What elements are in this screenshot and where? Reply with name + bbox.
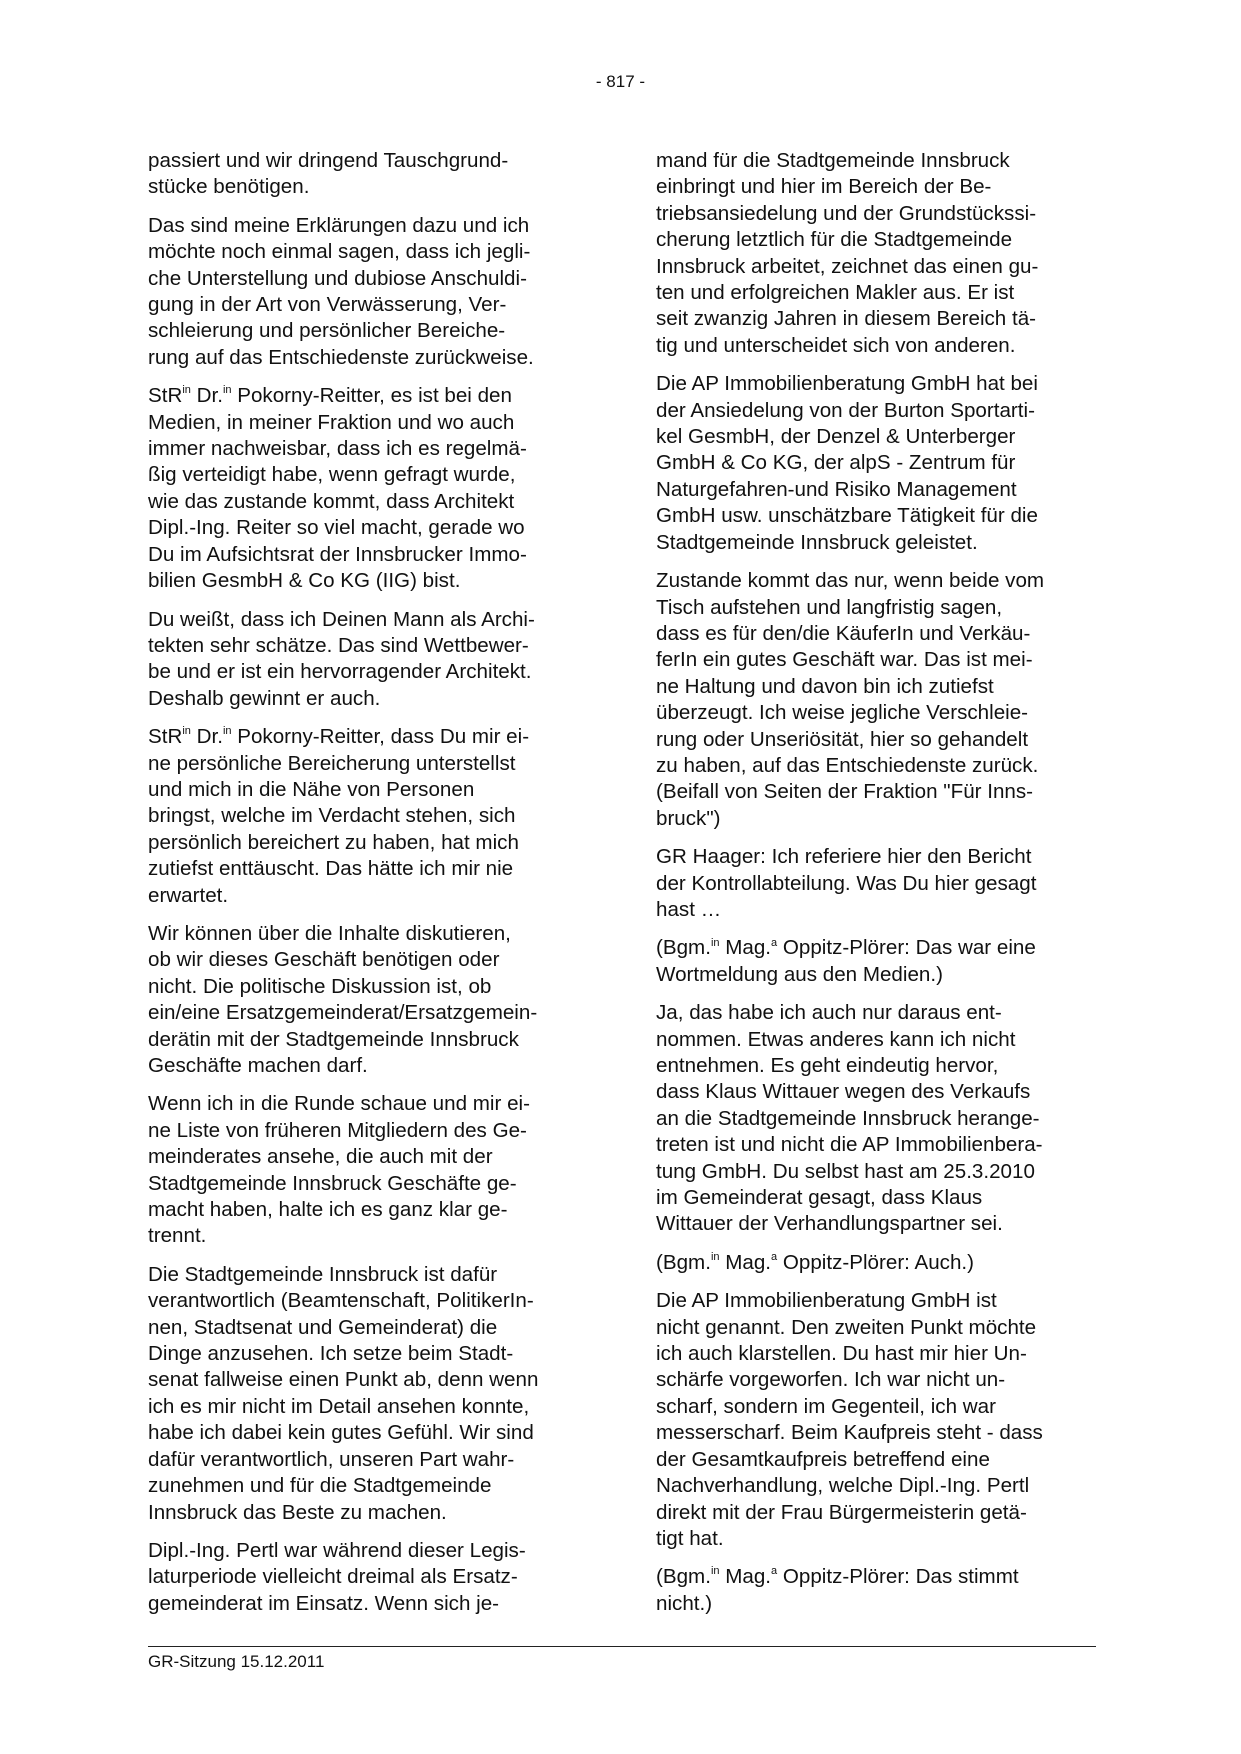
title-superscript: in xyxy=(222,384,232,397)
title-superscript: in xyxy=(222,725,232,738)
paragraph: mand für die Stadtgemeinde Innsbruck einbringt und hier im Bereich der Be- triebsansiedelung und der Grundstückssi- cherung letztlich für die Stadtgemeinde Innsbruck arbeitet, zeichnet das einen gu- ten und erfolgreichen Makler aus. Er ist seit zwanzig Jahren in diesem Bereich tä- tig und unterscheidet sich von anderen. xyxy=(656,149,1039,357)
left-column xyxy=(148,148,588,1629)
paragraph: Zustande kommt das nur, wenn beide vom Tisch aufstehen und langfristig sagen, dass es für den/die KäuferIn und Verkäu- ferIn ein gutes Geschäft war. Das ist mei- ne Haltung und davon bin ich zutiefst überzeugt. Ich weise jegliche Verschleie- rung oder Unseriösität, hier so gehandelt zu haben, auf das Entschiedenste zurück. (Beifall von Seiten der Fraktion "Für Inns- bruck") xyxy=(656,569,1045,830)
page-number: - 817 - xyxy=(595,72,646,91)
paragraph: GR Haager: Ich referiere hier den Bericht der Kontrollabteilung. Was Du hier gesagt hast … xyxy=(656,845,1037,921)
paragraph: Die Stadtgemeinde Innsbruck ist dafür verantwortlich (Beamtenschaft, PolitikerIn- nen, Stadtsenat und Gemeinderat) die Dinge anzusehen. Ich setze beim Stadt- senat fallweise einen Punkt ab, denn wenn ich es mir nicht im Detail ansehen konnte, habe ich dabei kein gutes Gefühl. Wir sind dafür verantwortlich, unseren Part wahr- zunehmen und für die Stadtgemeinde Innsbruck das Beste zu machen. xyxy=(148,1262,539,1524)
title-abbrev: Dr. xyxy=(190,725,223,749)
title-superscript: a xyxy=(771,1565,778,1578)
paragraph: Ja, das habe ich auch nur daraus ent- nommen. Etwas anderes kann ich nicht entnehmen. Es geht eindeutig hervor, dass Klaus Wittauer wegen des Verkaufs an die Stadtgemeinde Innsbruck herange- treten ist und nicht die AP Immobilienbera- tung GmbH. Du selbst hast am 25.3.2010 im Gemeinderat gesagt, dass Klaus Wittauer der Verhandlungspartner sei. xyxy=(656,1001,1043,1236)
paragraph: Wir können über die Inhalte diskutieren, ob wir dieses Geschäft benötigen oder nicht. Die politische Diskussion ist, ob ein/eine Ersatzgemeinderat/Ersatzgemein- derätin mit der Stadtgemeinde Innsbruck Geschäfte machen darf. xyxy=(148,921,538,1077)
title-superscript: in xyxy=(710,936,720,949)
paragraph-text: Pokorny-Reitter, dass Du mir ei- ne persönliche Bereicherung unterstellst und mich in die Nähe von Personen bringst, welche im Verdacht stehen, sich persönlich bereichert zu haben, hat mich zutiefst enttäuscht. Das hätte ich mir nie erwartet. xyxy=(148,725,530,907)
footer-divider xyxy=(148,1646,1096,1647)
interjection xyxy=(656,1250,1096,1276)
title-abbrev: Dr. xyxy=(190,384,223,408)
paragraph xyxy=(148,724,588,909)
paragraph xyxy=(148,383,588,594)
title-abbrev: StR xyxy=(148,725,183,749)
title-abbrev: (Bgm. xyxy=(656,936,711,960)
title-superscript: a xyxy=(771,1250,778,1263)
title-superscript: in xyxy=(710,1565,720,1578)
title-superscript: in xyxy=(182,384,191,397)
right-column xyxy=(656,148,1096,1629)
paragraph: Das sind meine Erklärungen dazu und ich möchte noch einmal sagen, dass ich jegli- che Unterstellung und dubiose Anschuldi- gung in der Art von Verwässerung, Ver- schleierung und persönlicher Bereiche- rung auf das Entschiedenste zurückweise. xyxy=(148,213,534,369)
title-abbrev: Mag. xyxy=(719,936,772,960)
paragraph: passiert und wir dringend Tauschgrund- stücke benötigen. xyxy=(148,149,509,199)
paragraph: Die AP Immobilienberatung GmbH hat bei der Ansiedelung von der Burton Sportarti- kel GesmbH, der Denzel & Unterberger GmbH & Co KG, der alpS - Zentrum für Naturgefahren-und Risiko Management GmbH usw. unschätzbare Tätigkeit für die Stadtgemeinde Innsbruck geleistet. xyxy=(656,372,1038,554)
title-superscript: in xyxy=(710,1250,720,1263)
paragraph-text: Oppitz-Plörer: Das stimmt nicht.) xyxy=(656,1565,1019,1615)
title-abbrev: (Bgm. xyxy=(656,1565,711,1589)
title-abbrev: Mag. xyxy=(719,1250,772,1274)
paragraph: Du weißt, dass ich Deinen Mann als Archi- tekten sehr schätze. Das sind Wettbewer- be und er ist ein hervorragender Architekt. Deshalb gewinnt er auch. xyxy=(148,607,535,710)
paragraph: Die AP Immobilienberatung GmbH ist nicht genannt. Den zweiten Punkt möchte ich auch klarstellen. Du hast mir hier Un- schärfe vorgeworfen. Ich war nicht un- scharf, sondern im Gegenteil, ich war messerscharf. Beim Kaufpreis steht - dass der Gesamtkaufpreis betreffend eine Nachverhandlung, welche Dipl.-Ing. Pertl direkt mit der Frau Bürgermeisterin getä- tigt hat. xyxy=(656,1289,1043,1550)
paragraph: Dipl.-Ing. Pertl war während dieser Legis- laturperiode vielleicht dreimal als Ersatz- gemeinderat im Einsatz. Wenn sich je- xyxy=(148,1538,526,1615)
paragraph-text: Pokorny-Reitter, es ist bei den Medien, in meiner Fraktion und wo auch immer nachweisbar, dass ich es regelmä- ßig verteidigt habe, wenn gefragt wurde, wie das zustande kommt, dass Architekt Dipl.-Ing. Reiter so viel macht, gerade wo Du im Aufsichtsrat der Innsbrucker Immo- bilien GesmbH & Co KG (IIG) bist. xyxy=(148,384,527,593)
paragraph-text: Oppitz-Plörer: Auch.) xyxy=(777,1250,974,1274)
interjection xyxy=(656,1564,1096,1617)
title-superscript: a xyxy=(771,936,778,949)
paragraph: Wenn ich in die Runde schaue und mir ei- ne Liste von früheren Mitgliedern des Ge- meinderates ansehe, die auch mit der Stadtgemeinde Innsbruck Geschäfte ge- macht haben, halte ich es ganz klar ge- trennt. xyxy=(148,1092,530,1248)
title-abbrev: (Bgm. xyxy=(656,1250,711,1274)
interjection xyxy=(656,935,1096,988)
footer-session-label: GR-Sitzung 15.12.2011 xyxy=(148,1652,325,1671)
title-abbrev: Mag. xyxy=(719,1565,772,1589)
paragraph-text: Oppitz-Plörer: Das war eine Wortmeldung aus den Medien.) xyxy=(656,936,1036,986)
title-superscript: in xyxy=(182,725,191,738)
title-abbrev: StR xyxy=(148,384,183,408)
